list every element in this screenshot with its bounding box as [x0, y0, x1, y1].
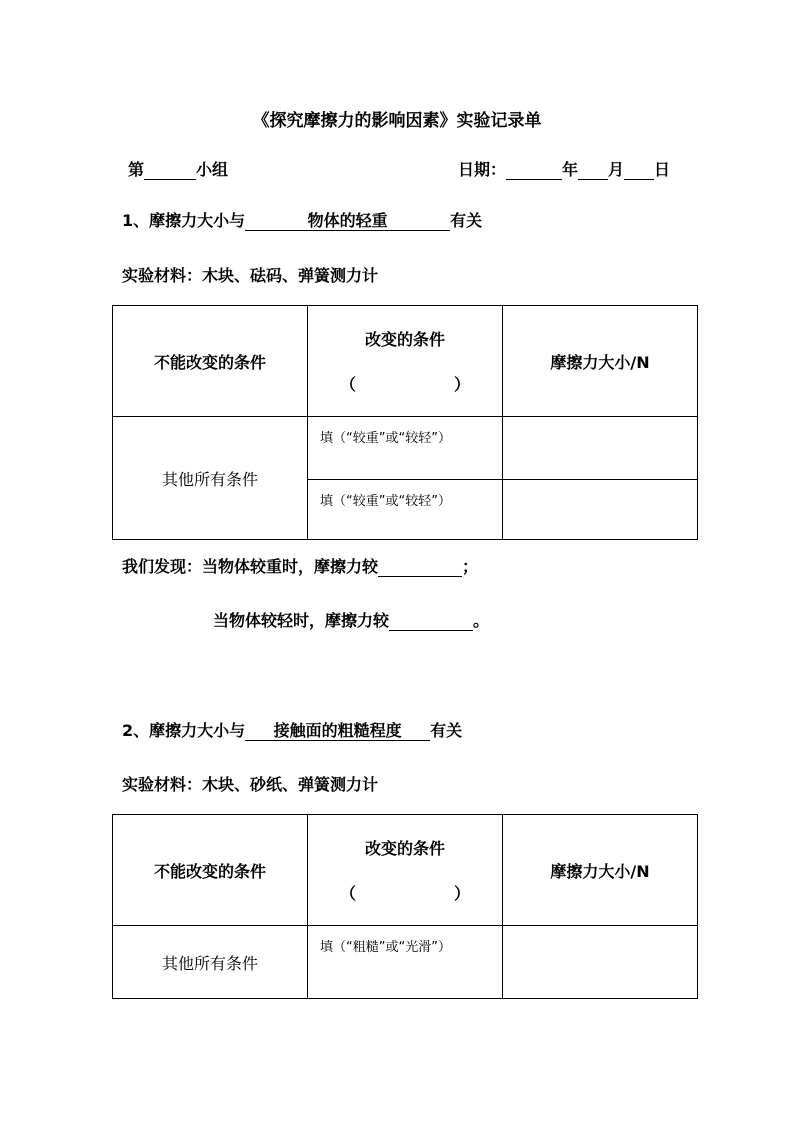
table-row: [113, 926, 698, 999]
month-label: 月: [608, 160, 625, 179]
day-blank[interactable]: [624, 161, 654, 180]
finding-heavy-prefix: 我们发现：当物体较重时，摩擦力较: [122, 557, 379, 576]
section2-record-table: [112, 814, 698, 999]
fill-hint-cell[interactable]: 填（“较重”或“较轻”）: [308, 480, 503, 540]
year-label: 年: [562, 160, 579, 179]
table-header-row: [113, 306, 698, 417]
month-blank[interactable]: [578, 161, 608, 180]
group-number-blank[interactable]: [144, 161, 196, 180]
table-header-row: [113, 815, 698, 926]
other-conditions-cell: 其他所有条件: [113, 417, 308, 540]
date-label: 日期：: [458, 160, 507, 179]
finding-heavy-blank[interactable]: [378, 558, 462, 577]
finding-heavy-suffix: ；: [462, 557, 479, 576]
section1-materials: 实验材料：木块、砝码、弹簧测力计: [122, 266, 379, 285]
section2-heading-suffix: 有关: [430, 721, 463, 740]
header-changed-condition: [308, 815, 503, 926]
friction-value-cell[interactable]: [503, 417, 698, 480]
paren-close: ）: [453, 884, 470, 903]
date-line: [458, 157, 670, 180]
paren-open: （: [340, 375, 357, 394]
changed-condition-label: 改变的条件: [364, 839, 445, 858]
group-line: [128, 157, 228, 180]
group-suffix: 小组: [196, 160, 229, 179]
document-title: 《探究摩擦力的影响因素》实验记录单: [252, 111, 542, 131]
header-fixed-conditions: 不能改变的条件: [113, 306, 308, 417]
table-row: [113, 417, 698, 480]
paren-open: （: [340, 884, 357, 903]
section2-factor: 接触面的粗糙程度: [245, 722, 430, 741]
finding-light-blank[interactable]: [389, 612, 473, 631]
section1-record-table: [112, 305, 698, 540]
section2-heading: [122, 718, 462, 741]
section2-materials: 实验材料：木块、砂纸、弹簧测力计: [122, 775, 379, 794]
section1-heading-suffix: 有关: [450, 211, 483, 230]
year-blank[interactable]: [506, 161, 562, 180]
fill-hint-cell[interactable]: 填（“粗糙”或“光滑”）: [308, 926, 503, 999]
finding-heavy: [122, 554, 478, 577]
changed-condition-label: 改变的条件: [364, 330, 445, 349]
other-conditions-cell: 其他所有条件: [113, 926, 308, 999]
friction-value-cell[interactable]: [503, 926, 698, 999]
header-fixed-conditions: 不能改变的条件: [113, 815, 308, 926]
paren-close: ）: [453, 375, 470, 394]
header-changed-condition: [308, 306, 503, 417]
finding-light-prefix: 当物体较轻时，摩擦力较: [213, 611, 390, 630]
day-label: 日: [654, 160, 671, 179]
changed-condition-paren[interactable]: [340, 881, 470, 904]
friction-value-cell[interactable]: [503, 480, 698, 540]
changed-condition-paren[interactable]: [340, 372, 470, 395]
section1-heading-prefix: 1、摩擦力大小与: [122, 211, 246, 230]
section1-heading: [122, 208, 482, 231]
group-prefix: 第: [128, 160, 145, 179]
header-friction-result: 摩擦力大小/N: [503, 306, 698, 417]
section1-factor: 物体的轻重: [245, 212, 450, 231]
finding-light: [213, 608, 489, 631]
finding-light-suffix: 。: [473, 611, 490, 630]
header-friction-result: 摩擦力大小/N: [503, 815, 698, 926]
section2-heading-prefix: 2、摩擦力大小与: [122, 721, 246, 740]
fill-hint-cell[interactable]: 填（“较重”或“较轻”）: [308, 417, 503, 480]
